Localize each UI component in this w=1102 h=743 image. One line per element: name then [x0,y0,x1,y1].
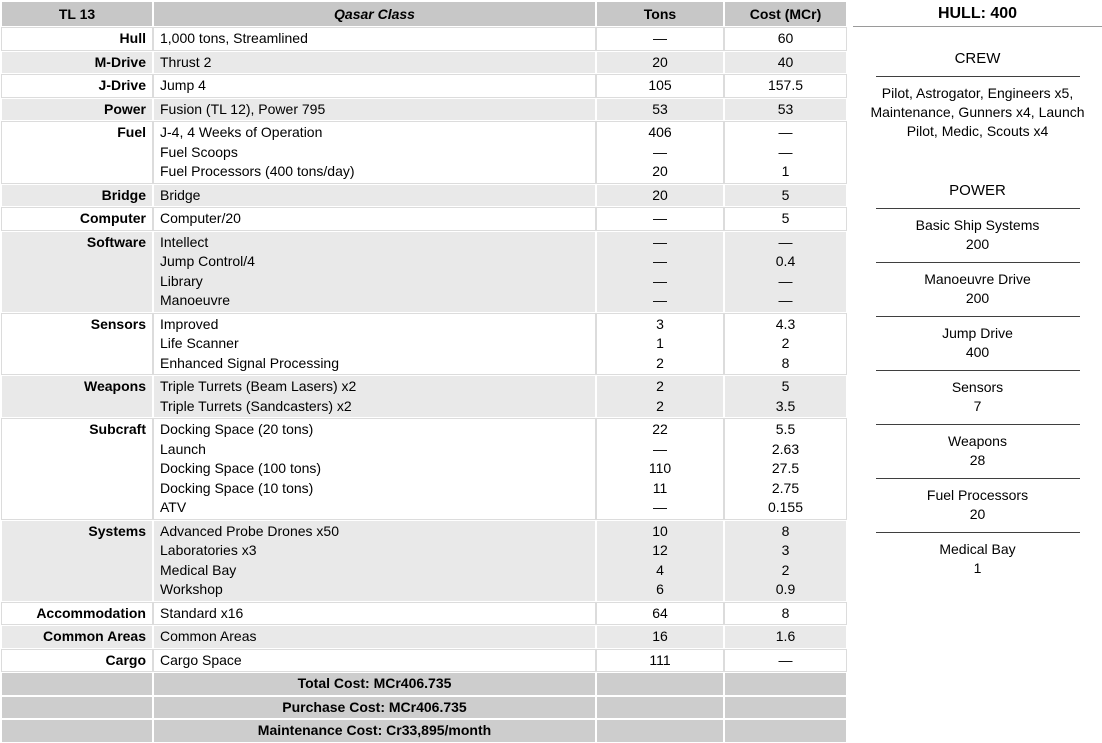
description-line: Triple Turrets (Beam Lasers) x2 [160,378,357,394]
tons-value: 22 [652,421,668,437]
cost-summary-row [2,697,846,719]
row-cost [725,603,846,625]
tons-value: — [653,272,667,289]
power-item-divider [876,532,1080,533]
power-section-title: POWER [949,182,1006,199]
description-line: Docking Space (20 tons) [160,421,314,437]
cost-summary-row [2,673,846,695]
cost-value: 157.5 [767,77,804,93]
description-line: Intellect [160,233,209,250]
tons-value: 11 [652,479,668,496]
row-cost [725,52,846,74]
row-tons [597,208,723,230]
tons-value: — [653,440,667,457]
row-category-label: Cargo [2,650,152,672]
row-description [154,376,595,417]
spec-row [2,122,846,183]
footer-empty-cell [597,720,723,742]
spec-row [2,419,846,519]
footer-empty-cell [597,673,723,695]
tech-level-header: TL 13 [2,2,152,26]
row-description [154,603,595,625]
footer-empty-cell [725,720,846,742]
tons-value: 20 [652,53,668,70]
row-category-label: Fuel [2,122,152,183]
row-category-label: M-Drive [2,52,152,74]
row-category-label: Power [2,99,152,121]
row-description [154,122,595,183]
description-line: Fuel Scoops [160,143,238,160]
tons-value: 2 [656,397,664,414]
row-description [154,99,595,121]
cost-value: 3 [781,542,790,558]
tons-value: 20 [652,163,668,179]
tons-value: 64 [652,604,668,621]
hull-title: HULL: 400 [853,0,1102,27]
cost-value: — [778,233,793,250]
cost-value: 1 [781,163,790,179]
tons-value: 12 [652,542,668,558]
cost-value: 0.155 [767,499,804,515]
description-line: Docking Space (10 tons) [160,479,314,496]
description-line: Launch [160,440,206,457]
tons-value: 1 [656,335,664,351]
spec-row [2,99,846,121]
power-item-value: 28 [969,452,986,468]
tons-value: 20 [652,186,668,203]
row-tons [597,603,723,625]
spec-row [2,626,846,648]
cost-value: 5 [781,186,790,203]
cost-value: 2.75 [771,479,800,496]
tons-value: — [653,233,667,250]
spec-row [2,52,846,74]
row-cost [725,28,846,50]
row-tons [597,75,723,97]
power-item-divider [876,262,1080,263]
row-tons [597,28,723,50]
summary-panel [853,0,1102,578]
tons-value: 16 [652,628,668,644]
tons-value: — [653,30,667,46]
row-cost [725,626,846,648]
tons-value: 3 [656,315,664,332]
tons-value: — [653,292,667,308]
row-cost [725,314,846,375]
cost-summary-text: Purchase Cost: MCr406.735 [154,697,595,719]
cost-value: 60 [777,30,794,46]
cost-value: 8 [781,604,790,621]
cost-value: 5 [781,210,790,226]
cost-summary-text: Maintenance Cost: Cr33,895/month [154,720,595,742]
spec-table-body [2,28,846,742]
row-tons [597,419,723,519]
tons-value: 105 [648,77,672,93]
footer-empty-cell [597,697,723,719]
row-category-label: Accommodation [2,603,152,625]
spec-row [2,75,846,97]
row-tons [597,52,723,74]
footer-empty-cell [2,697,152,719]
row-category-label: Computer [2,208,152,230]
ship-class-header: Qasar Class [154,2,595,26]
row-tons [597,122,723,183]
cost-value: 5.5 [775,421,796,437]
row-tons [597,650,723,672]
power-item-value: 200 [965,290,990,306]
power-item-value: 7 [973,398,982,414]
row-description [154,419,595,519]
spec-row [2,232,846,312]
power-item-value: 400 [965,344,990,360]
row-description [154,75,595,97]
power-item-divider [876,478,1080,479]
power-item-name: Weapons [948,433,1007,449]
cost-value: 27.5 [771,460,800,476]
spec-row [2,314,846,375]
description-line: Jump Control/4 [160,253,255,269]
tons-value: 111 [649,651,671,668]
power-item-name: Jump Drive [942,325,1013,341]
description-line: Medical Bay [160,561,237,578]
row-category-label: Systems [2,521,152,601]
description-line: Common Areas [160,628,257,644]
description-line: Cargo Space [160,651,242,668]
description-line: Library [160,272,203,289]
footer-empty-cell [2,720,152,742]
spec-row [2,521,846,601]
description-line: Computer/20 [160,210,241,226]
row-cost [725,185,846,207]
crew-section-title: CREW [954,50,1001,67]
tons-value: 406 [648,124,672,140]
spec-row [2,650,846,672]
description-line: Manoeuvre [160,292,231,308]
tons-value: 53 [652,100,668,117]
tons-value: — [653,210,667,226]
row-cost [725,75,846,97]
cost-value: 53 [777,100,794,117]
power-item-divider [876,316,1080,317]
description-line: Jump 4 [160,77,206,93]
tons-column-header: Tons [597,2,723,26]
spec-row [2,208,846,230]
row-cost [725,650,846,672]
footer-empty-cell [2,673,152,695]
power-divider [876,208,1080,209]
cost-column-header: Cost (MCr) [725,2,846,26]
cost-summary-row [2,720,846,742]
row-tons [597,314,723,375]
row-tons [597,376,723,417]
power-item-name: Fuel Processors [926,487,1029,503]
tons-value: 10 [652,522,668,539]
tons-value: 110 [648,460,672,476]
tons-value: 4 [656,561,664,578]
tons-value: 2 [656,378,664,394]
description-line: Standard x16 [160,604,244,621]
row-description [154,28,595,50]
cost-value: 2.63 [771,440,800,457]
power-item-value: 20 [969,506,986,522]
row-cost [725,122,846,183]
row-category-label: Subcraft [2,419,152,519]
power-item-name: Sensors [951,379,1004,395]
cost-value: 4.3 [775,315,796,332]
row-description [154,185,595,207]
description-line: 1,000 tons, Streamlined [160,30,308,46]
cost-value: 0.9 [775,581,796,597]
row-cost [725,419,846,519]
description-line: Bridge [160,186,201,203]
row-description [154,314,595,375]
row-description [154,208,595,230]
power-item-name: Manoeuvre Drive [924,271,1031,287]
tons-value: — [653,253,667,269]
row-category-label: Software [2,232,152,312]
description-line: Laboratories x3 [160,542,257,558]
description-line: Enhanced Signal Processing [160,354,340,371]
footer-empty-cell [725,697,846,719]
cost-value: — [778,124,793,140]
description-line: Triple Turrets (Sandcasters) x2 [160,397,352,414]
cost-summary-text: Total Cost: MCr406.735 [154,673,595,695]
description-line: Workshop [160,581,223,597]
row-cost [725,376,846,417]
spec-row [2,603,846,625]
tons-value: 2 [656,354,664,371]
description-line: Improved [160,315,219,332]
row-cost [725,99,846,121]
row-category-label: Hull [2,28,152,50]
cost-value: 8 [781,354,790,371]
row-category-label: Bridge [2,185,152,207]
row-cost [725,208,846,230]
row-tons [597,626,723,648]
crew-divider [876,76,1080,77]
row-tons [597,232,723,312]
cost-value: 5 [781,378,790,394]
description-line: ATV [160,499,187,515]
description-line: Fuel Processors (400 tons/day) [160,163,355,179]
cost-value: 2 [781,335,790,351]
row-cost [725,521,846,601]
power-item-divider [876,370,1080,371]
description-line: Advanced Probe Drones x50 [160,522,339,539]
row-tons [597,99,723,121]
row-category-label: Sensors [2,314,152,375]
row-description [154,650,595,672]
cost-value: 0.4 [775,253,796,269]
cost-value: — [778,272,793,289]
row-description [154,626,595,648]
spec-row [2,28,846,50]
row-category-label: J-Drive [2,75,152,97]
description-line: Docking Space (100 tons) [160,460,322,476]
row-tons [597,185,723,207]
description-line: Thrust 2 [160,53,212,70]
crew-list: Pilot, Astrogator, Engineers x5, Maintenance, Gunners x4, Launch Pilot, Medic, Scouts x4 [870,85,1085,139]
power-item-name: Basic Ship Systems [915,217,1040,233]
row-category-label: Common Areas [2,626,152,648]
power-item-name: Medical Bay [939,541,1016,557]
row-description [154,521,595,601]
description-line: J-4, 4 Weeks of Operation [160,124,323,140]
spec-header-row [2,2,846,26]
cost-value: 2 [781,561,790,578]
power-items [853,216,1102,578]
row-description [154,232,595,312]
cost-value: — [778,651,793,668]
cost-value: 3.5 [775,397,796,414]
spec-row [2,376,846,417]
row-description [154,52,595,74]
row-category-label: Weapons [2,376,152,417]
row-tons [597,521,723,601]
tons-value: 6 [656,581,664,597]
power-item-value: 1 [973,560,982,576]
cost-value: — [778,143,793,160]
description-line: Life Scanner [160,335,239,351]
footer-empty-cell [725,673,846,695]
power-item-divider [876,424,1080,425]
cost-value: 8 [781,522,790,539]
cost-value: 1.6 [775,628,796,644]
cost-value: — [778,292,793,308]
description-line: Fusion (TL 12), Power 795 [160,100,326,117]
cost-value: 40 [777,53,794,70]
spec-row [2,185,846,207]
row-cost [725,232,846,312]
tons-value: — [653,499,667,515]
tons-value: — [653,143,667,160]
power-item-value: 200 [965,236,990,252]
